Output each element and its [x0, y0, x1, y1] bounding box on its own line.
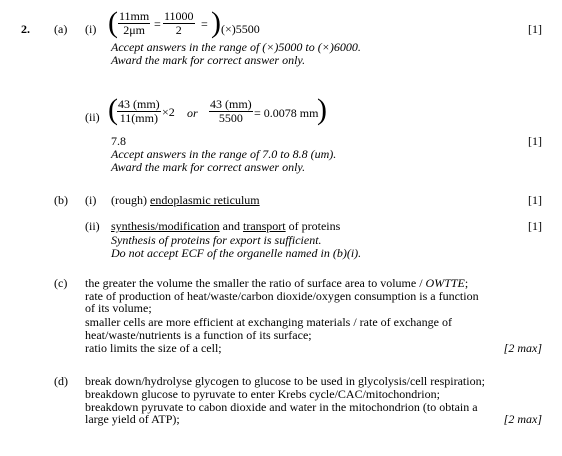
marking-note: Award the mark for correct answer only.	[111, 53, 306, 67]
answer-underlined: transport	[242, 219, 286, 233]
mark-allocation: [1]	[528, 219, 542, 233]
part-b-ii-label: (ii)	[85, 219, 100, 233]
part-d-line: breakdown pyruvate to cabon dioxide and water in the mitochondrion (to obtain a	[85, 400, 478, 414]
marking-note: Synthesis of proteins for export is sufficient.	[111, 233, 322, 247]
fraction-numerator: 43 (mm)	[210, 97, 252, 111]
part-c-line: smaller cells are more efficient at exchanging materials / rate of exchange of	[85, 315, 452, 329]
part-c-label: (c)	[54, 276, 68, 290]
owtte-abbrev: OWTTE	[425, 276, 465, 290]
part-d-line: large yield of ATP);	[85, 412, 180, 426]
marking-note: Accept answers in the range of (×)5000 to (×)6000.	[111, 40, 361, 54]
fraction-numerator: 43 (mm)	[118, 97, 160, 111]
or-word: or	[187, 106, 198, 120]
result: = 0.0078 mm	[254, 106, 319, 120]
mark-allocation: [2 max]	[503, 341, 542, 355]
answer-text: of proteins	[288, 219, 341, 233]
part-c-line: of its volume;	[85, 301, 152, 315]
part-d-label: (d)	[54, 374, 68, 388]
fraction-denominator: 2	[175, 23, 182, 37]
question-number: 2.	[21, 22, 30, 36]
part-b-i-label: (i)	[85, 193, 97, 207]
fraction-2	[163, 10, 195, 37]
part-a-label: (a)	[54, 22, 68, 36]
part-a-ii-label: (ii)	[85, 110, 100, 124]
close-paren: )	[317, 93, 327, 126]
answer-prefix: (rough)	[111, 193, 147, 207]
fraction-1	[118, 10, 150, 37]
part-d-line: breakdown glucose to pyruvate to enter Krebs cycle/CAC/mitochondrion;	[85, 387, 440, 401]
open-paren: (	[108, 6, 118, 39]
open-paren: (	[108, 93, 118, 126]
part-a-i-label: (i)	[85, 22, 97, 36]
part-b-i-answer	[111, 193, 260, 208]
answer: 7.8	[111, 134, 126, 148]
part-d-line: break down/hydrolyse glycogen to glucose to be used in glycolysis/cell respiration;	[85, 374, 485, 388]
marking-note: Do not accept ECF of the organelle named in (b)(i).	[111, 246, 362, 260]
part-c-line: ratio limits the size of a cell;	[85, 341, 222, 355]
answer-underlined: endoplasmic reticulum	[150, 193, 260, 207]
answer-text: and	[222, 219, 240, 233]
close-paren: )	[211, 6, 221, 39]
mark-allocation: [1]	[528, 134, 542, 148]
equals-sign: =	[154, 17, 161, 31]
fraction-denominator: 11(mm)	[119, 111, 158, 125]
part-c-line: heat/waste/nutrients is a function of its surface;	[85, 328, 312, 342]
part-b-ii-answer	[111, 219, 340, 234]
fraction-1	[117, 98, 161, 125]
equals-sign: =	[201, 17, 208, 31]
multiplier: ×2	[162, 105, 175, 119]
fraction-numerator: 11mm	[119, 9, 150, 23]
answer-text: the greater the volume the smaller the ratio of surface area to volume /	[85, 276, 423, 290]
answer-underlined: synthesis/modification	[111, 219, 220, 233]
marking-note: Accept answers in the range of 7.0 to 8.8 (um).	[111, 147, 337, 161]
answer-text: ;	[464, 276, 469, 290]
marking-note: Award the mark for correct answer only.	[111, 160, 306, 174]
mark-allocation: [1]	[528, 22, 542, 36]
fraction-2	[209, 98, 253, 125]
fraction-denominator: 2μm	[123, 23, 145, 37]
mark-allocation: [1]	[528, 193, 542, 207]
part-b-label: (b)	[54, 193, 68, 207]
fraction-denominator: 5500	[218, 111, 243, 125]
fraction-numerator: 11000	[164, 9, 194, 23]
mark-allocation: [2 max]	[503, 412, 542, 426]
answer: (×)5500	[221, 22, 260, 36]
part-c-line: rate of production of heat/waste/carbon dioxide/oxygen consumption is a function	[85, 289, 479, 303]
